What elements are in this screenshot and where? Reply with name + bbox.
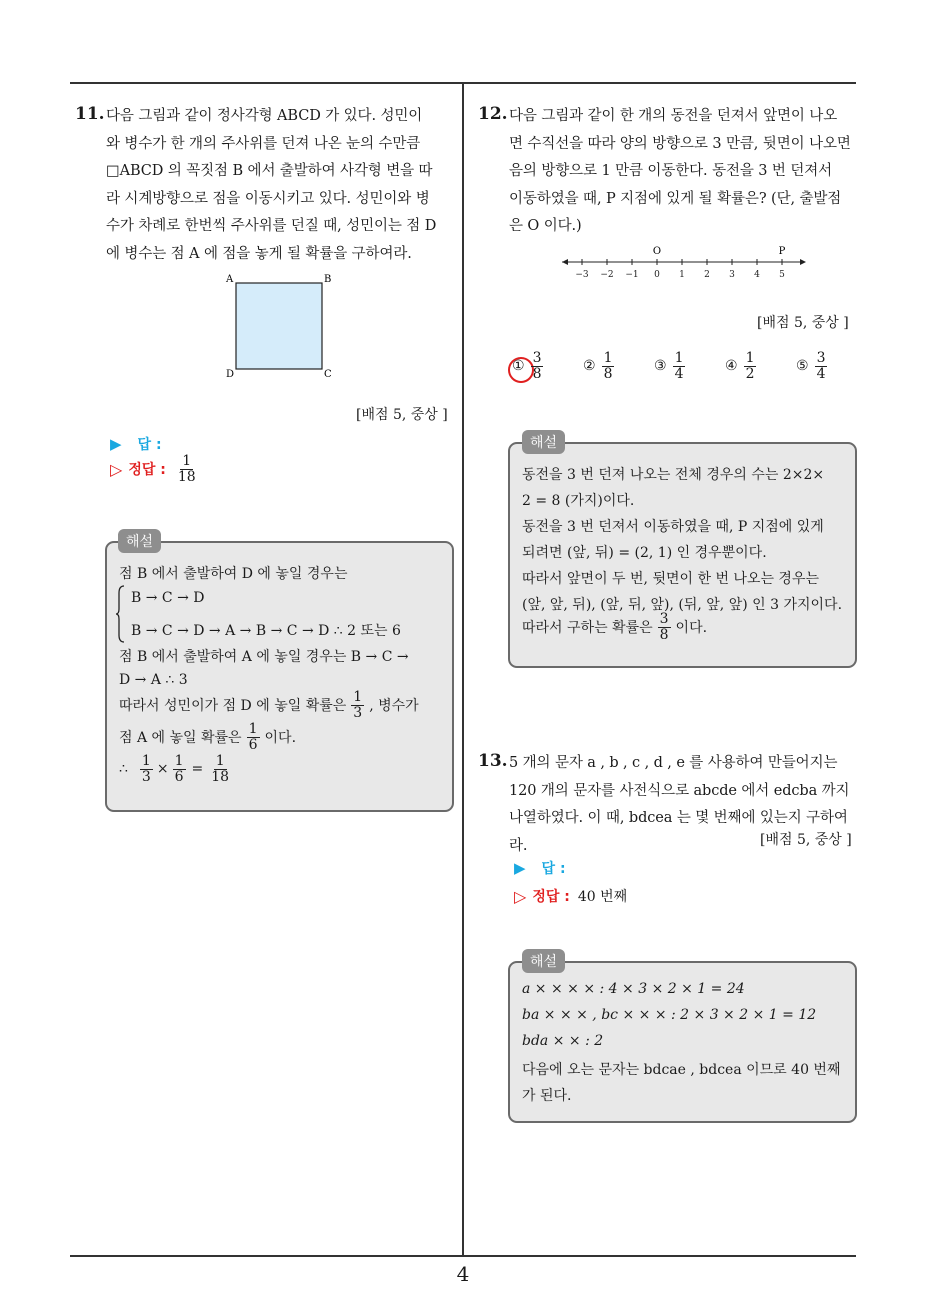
q11-number: 11. <box>75 104 105 124</box>
q13-text: 5 개의 문자 a , b , c , d , e 를 사용하여 만들어지는 120 개의 문자를 사전식으로 abcde 에서 edcba 까지 나열하였다. 이 때, bdcea 는 몇 번째에 있는지 구하여 라. <box>509 755 850 854</box>
q12-explain-line3: 동전을 3 번 던져서 이동하였을 때, P 지점에 있게 <box>522 519 824 535</box>
tick-label: −2 <box>600 270 614 280</box>
tick-label: 5 <box>779 270 785 280</box>
choice-3[interactable]: ③ $\frac{1}{4}$ <box>654 350 684 382</box>
q11-correct-line <box>110 454 200 484</box>
q13-explain-line3: bda × × : 2 <box>522 1033 604 1049</box>
point-p-label: P <box>778 246 786 257</box>
q11-explain-line3: B → C → D → A → B → C → D ∴ 2 또는 6 <box>131 623 401 639</box>
square-abcd-figure <box>220 270 340 378</box>
choice-2[interactable]: ② $\frac{1}{8}$ <box>583 350 613 382</box>
q12-choices <box>512 351 867 381</box>
q12-explain-line6: (앞, 앞, 뒤), (앞, 뒤, 앞), (뒤, 앞, 앞) 인 3 가지이다. <box>522 597 843 613</box>
q13-explain-line4: 다음에 오는 문자는 bdcae , bdcea 이므로 40 번째 <box>522 1062 841 1078</box>
play-icon: ▶ <box>514 859 526 877</box>
vertex-b-label: B <box>324 274 332 285</box>
correct-label: 정답 : <box>532 889 570 905</box>
q13-explain-line2: ba × × × , bc × × × : 2 × 3 × 2 × 1 = 12 <box>522 1007 817 1023</box>
q11-explain-line7: 점 A 에 놓일 확률은 $\frac{1}{6}$ 이다. <box>119 721 297 753</box>
play-outline-icon: ▷ <box>110 459 123 479</box>
q13-score: [배점 5, 중상 ] <box>760 832 852 848</box>
arrow-left-icon <box>562 259 568 265</box>
choice-4[interactable]: ④ $\frac{1}{2}$ <box>725 350 755 382</box>
q11-text: 다음 그림과 같이 정사각형 ABCD 가 있다. 성민이 와 병수가 한 개의 주사위를 던져 나온 눈의 수만큼 □ABCD 의 꼭짓점 B 에서 출발하여 사각형 변을 따 라 시계방향으로 점을 이동시키고 있다. 성민이와 병 수가 차례로 한번씩 주사위를 던질 때, 성민이는 점 D 에 병수는 점 A 에 점을 놓게 될 확률을 구하여라. <box>106 108 437 262</box>
q12-text: 다음 그림과 같이 한 개의 동전을 던져서 앞면이 나오 면 수직선을 따라 양의 방향으로 3 만큼, 뒷면이 나오면 음의 방향으로 1 만큼 이동한다. 동전을 3 번 던져서 이동하였을 때, P 지점에 있게 될 확률은? (단, 출발점 은 O 이다.) <box>509 108 851 234</box>
q13-explain-line5: 가 된다. <box>522 1088 572 1104</box>
q13-explain-tag: 해설 <box>522 949 565 973</box>
tick-label: 2 <box>704 270 710 280</box>
point-o-label: O <box>652 246 662 257</box>
bottom-rule <box>70 1255 856 1257</box>
tick-label: 1 <box>679 270 685 280</box>
q13-correct-line <box>514 886 627 906</box>
vertex-c-label: C <box>324 369 332 378</box>
correct-label: 정답 : <box>128 462 166 479</box>
q11-explain-tag: 해설 <box>118 529 161 553</box>
q11-explain-line1: 점 B 에서 출발하여 D 에 놓일 경우는 <box>119 566 348 582</box>
q13-answer-line <box>514 858 566 878</box>
page-number: 4 <box>456 1262 470 1286</box>
q12-explain-line7: 따라서 구하는 확률은 $\frac{3}{8}$ 이다. <box>522 611 708 643</box>
q11-explain-line2: B → C → D <box>131 590 205 606</box>
q13-explain-line1: a × × × × : 4 × 3 × 2 × 1 = 24 <box>522 981 745 997</box>
q12-explain-tag: 해설 <box>522 430 565 454</box>
q13-number: 13. <box>478 751 508 771</box>
column-divider <box>462 83 464 1255</box>
vertex-d-label: D <box>226 369 235 378</box>
play-icon: ▶ <box>110 435 122 453</box>
choice-1[interactable]: ① $\frac{3}{8}$ <box>512 350 542 382</box>
number-line-figure <box>558 245 810 283</box>
q11-explain-line8: ∴ $\frac{1}{3}$ × $\frac{1}{6}$ = $\frac{1}{18}$ <box>119 753 230 785</box>
correct-value: 40 번째 <box>577 889 628 905</box>
q11-explain-line4: 점 B 에서 출발하여 A 에 놓일 경우는 B → C → <box>119 649 409 665</box>
q11-explain-line6: 따라서 성민이가 점 D 에 놓일 확률은 $\frac{1}{3}$ , 병수가 <box>119 689 419 721</box>
correct-fraction: $\frac{1}{18}$ <box>177 453 196 485</box>
q12-number: 12. <box>478 104 508 124</box>
q11-answer-line <box>110 434 162 454</box>
tick-label: 4 <box>754 270 760 280</box>
q11-explain-line5: D → A ∴ 3 <box>119 672 188 688</box>
tick-label: −1 <box>625 270 639 280</box>
tick-label: 0 <box>654 270 660 280</box>
q12-explain-line2: 2 = 8 (가지)이다. <box>522 493 635 509</box>
q12-score: [배점 5, 중상 ] <box>757 315 849 331</box>
q12-explain-line5: 따라서 앞면이 두 번, 뒷면이 한 번 나오는 경우는 <box>522 571 820 587</box>
play-outline-icon: ▷ <box>514 886 527 906</box>
q12-explain-line1: 동전을 3 번 던져 나오는 전체 경우의 수는 2×2× <box>522 467 825 483</box>
tick-label: −3 <box>575 270 589 280</box>
answer-label: 답 : <box>137 437 162 453</box>
q12-explain-line4: 되려면 (앞, 뒤) = (2, 1) 인 경우뿐이다. <box>522 545 767 561</box>
tick-label: 3 <box>729 270 735 280</box>
answer-label: 답 : <box>541 861 566 877</box>
q11-score: [배점 5, 중상 ] <box>356 407 448 423</box>
brace-icon <box>116 585 126 643</box>
choice-5[interactable]: ⑤ $\frac{3}{4}$ <box>796 350 826 382</box>
vertex-a-label: A <box>226 274 234 285</box>
arrow-right-icon <box>800 259 806 265</box>
